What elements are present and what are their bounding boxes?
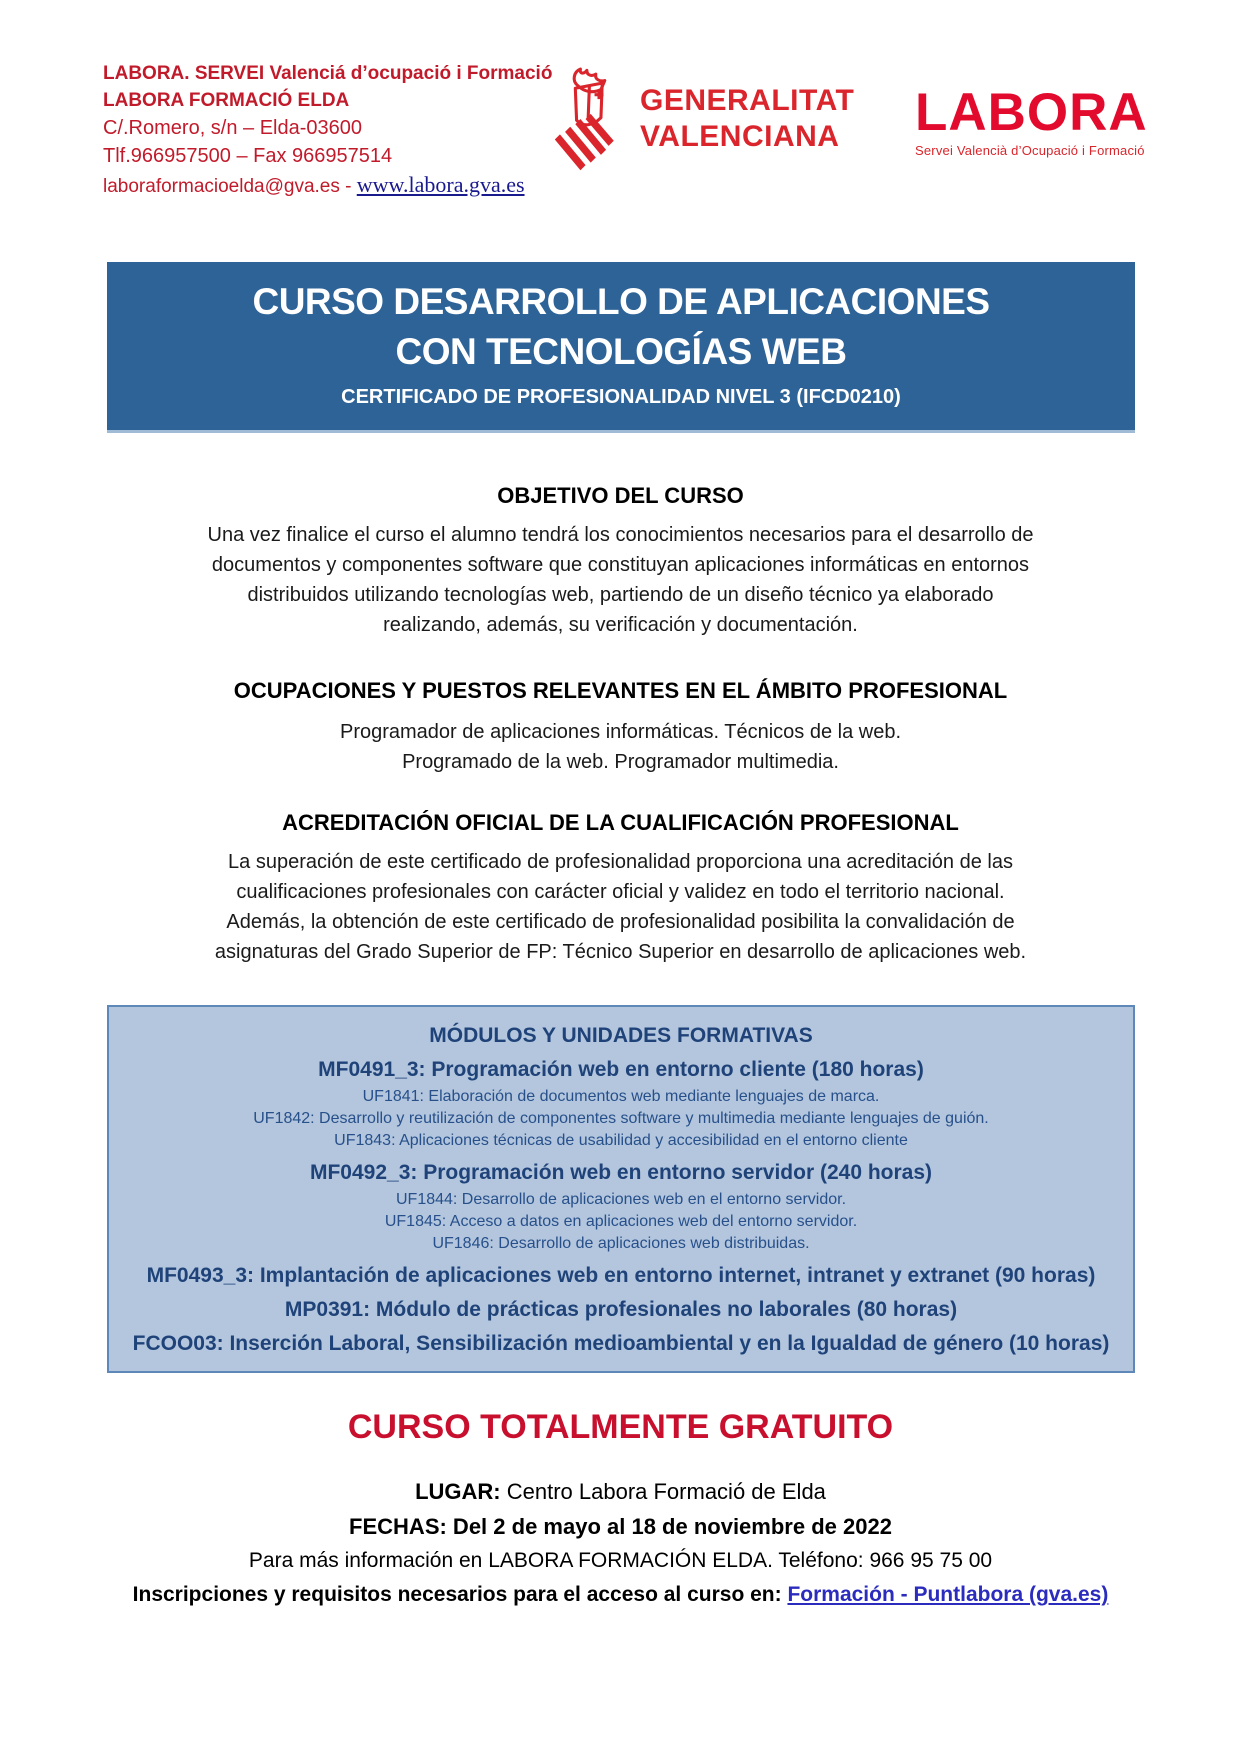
generalitat-line2: VALENCIANA xyxy=(640,120,840,153)
unit-item: UF1846: Desarrollo de aplicaciones web distribuidas. xyxy=(432,1235,810,1252)
module-item: MF0492_3: Programación web en entorno servidor (240 horas) xyxy=(309,1161,933,1184)
acreditacion-line: asignaturas del Grado Superior de FP: Técnico Superior en desarrollo de aplicaciones web. xyxy=(214,941,1027,963)
ocupaciones-title: OCUPACIONES Y PUESTOS RELEVANTES EN EL ÁMBITO PROFESIONAL xyxy=(233,678,1008,703)
module-item: MP0391: Módulo de prácticas profesionales no laborales (80 horas) xyxy=(284,1298,958,1321)
labora-tagline: Servei Valencià d’Ocupació i Formació xyxy=(915,143,1145,158)
certificate-subtitle: CERTIFICADO DE PROFESIONALIDAD NIVEL 3 (IFCD0210) xyxy=(341,386,901,408)
dates-line: FECHAS: Del 2 de mayo al 18 de noviembre de 2022 xyxy=(349,1514,892,1539)
website-link[interactable]: www.labora.gva.es xyxy=(356,172,525,197)
labora-wordmark: LABORA xyxy=(915,83,1148,142)
labora-logo xyxy=(915,83,1200,158)
objetivo-line: realizando, además, su verificación y documentación. xyxy=(383,614,858,636)
course-title-banner xyxy=(107,262,1135,433)
puntlabora-link[interactable]: Formación - Puntlabora (gva.es) xyxy=(787,1583,1109,1606)
objetivo-paragraph xyxy=(0,520,1241,640)
unit-item: UF1844: Desarrollo de aplicaciones web en el entorno servidor. xyxy=(395,1191,847,1208)
enrollment-label: Inscripciones y requisitos necesarios para el acceso al curso en: xyxy=(132,1583,788,1606)
email-line xyxy=(103,170,553,202)
course-title-line2: CON TECNOLOGÍAS WEB xyxy=(395,331,847,372)
ocupaciones-line: Programador de aplicaciones informáticas. Técnicos de la web. xyxy=(339,721,902,743)
email-address: laboraformacioelda@gva.es - xyxy=(103,176,357,197)
phone-fax: Tlf.966957500 – Fax 966957514 xyxy=(103,145,393,167)
acreditacion-line: cualificaciones profesionales con carácter oficial y validez en todo el territorio nacional. xyxy=(236,881,1005,903)
modules-box xyxy=(107,1005,1135,1373)
center-name: LABORA FORMACIÓ ELDA xyxy=(103,90,350,111)
acreditacion-line: Además, la obtención de este certificado de profesionalidad posibilita la convalidación de xyxy=(226,911,1015,933)
unit-item: UF1843: Aplicaciones técnicas de usabilidad y accesibilidad en el entorno cliente xyxy=(334,1132,908,1149)
module-item: MF0491_3: Programación web en entorno cliente (180 horas) xyxy=(318,1058,924,1081)
acreditacion-title: ACREDITACIÓN OFICIAL DE LA CUALIFICACIÓN PROFESIONAL xyxy=(282,810,959,835)
unit-item: UF1841: Elaboración de documentos web mediante lenguajes de marca. xyxy=(362,1088,880,1105)
contact-block xyxy=(103,60,553,202)
address: C/.Romero, s/n – Elda-03600 xyxy=(103,117,363,139)
generalitat-wordmark xyxy=(640,83,854,155)
objetivo-title: OBJETIVO DEL CURSO xyxy=(497,483,744,508)
location-label: LUGAR: xyxy=(415,1479,501,1504)
objetivo-line: documentos y componentes software que constituyan aplicaciones informáticas en entornos xyxy=(211,554,1030,576)
more-info-line: Para más información en LABORA FORMACIÓN ELDA. Teléfono: 966 95 75 00 xyxy=(248,1549,993,1572)
modules-title: MÓDULOS Y UNIDADES FORMATIVAS xyxy=(429,1024,813,1047)
objetivo-line: distribuidos utilizando tecnologías web, partiendo de un diseño técnico ya elaborado xyxy=(247,584,994,606)
unit-item: UF1842: Desarrollo y reutilización de componentes software y multimedia mediante lenguajes de guión. xyxy=(253,1110,989,1127)
ocupaciones-line: Programado de la web. Programador multimedia. xyxy=(402,751,839,773)
generalitat-valenciana-logo xyxy=(542,60,854,178)
module-item: FCOO03: Inserción Laboral, Sensibilización medioambiental y en la Igualdad de género (10 horas) xyxy=(132,1332,1110,1355)
location-line xyxy=(0,1479,1241,1505)
org-name: LABORA. SERVEI Valenciá d’ocupació i Formació xyxy=(103,63,553,84)
location-value: Centro Labora Formació de Elda xyxy=(500,1479,826,1504)
enrollment-line xyxy=(0,1583,1241,1607)
acreditacion-paragraph xyxy=(0,847,1241,967)
generalitat-line1: GENERALITAT xyxy=(640,84,855,117)
unit-item: UF1845: Acceso a datos en aplicaciones web del entorno servidor. xyxy=(384,1213,858,1230)
generalitat-emblem-icon xyxy=(542,60,624,178)
objetivo-line: Una vez finalice el curso el alumno tendrá los conocimientos necesarios para el desarrollo de xyxy=(207,524,1034,546)
free-course-headline: CURSO TOTALMENTE GRATUITO xyxy=(347,1408,894,1446)
acreditacion-line: La superación de este certificado de profesionalidad proporciona una acreditación de las xyxy=(228,851,1013,873)
module-item: MF0493_3: Implantación de aplicaciones web en entorno internet, intranet y extranet (90 horas) xyxy=(146,1264,1096,1287)
ocupaciones-paragraph xyxy=(0,717,1241,777)
course-title-line1: CURSO DESARROLLO DE APLICACIONES xyxy=(252,281,990,322)
